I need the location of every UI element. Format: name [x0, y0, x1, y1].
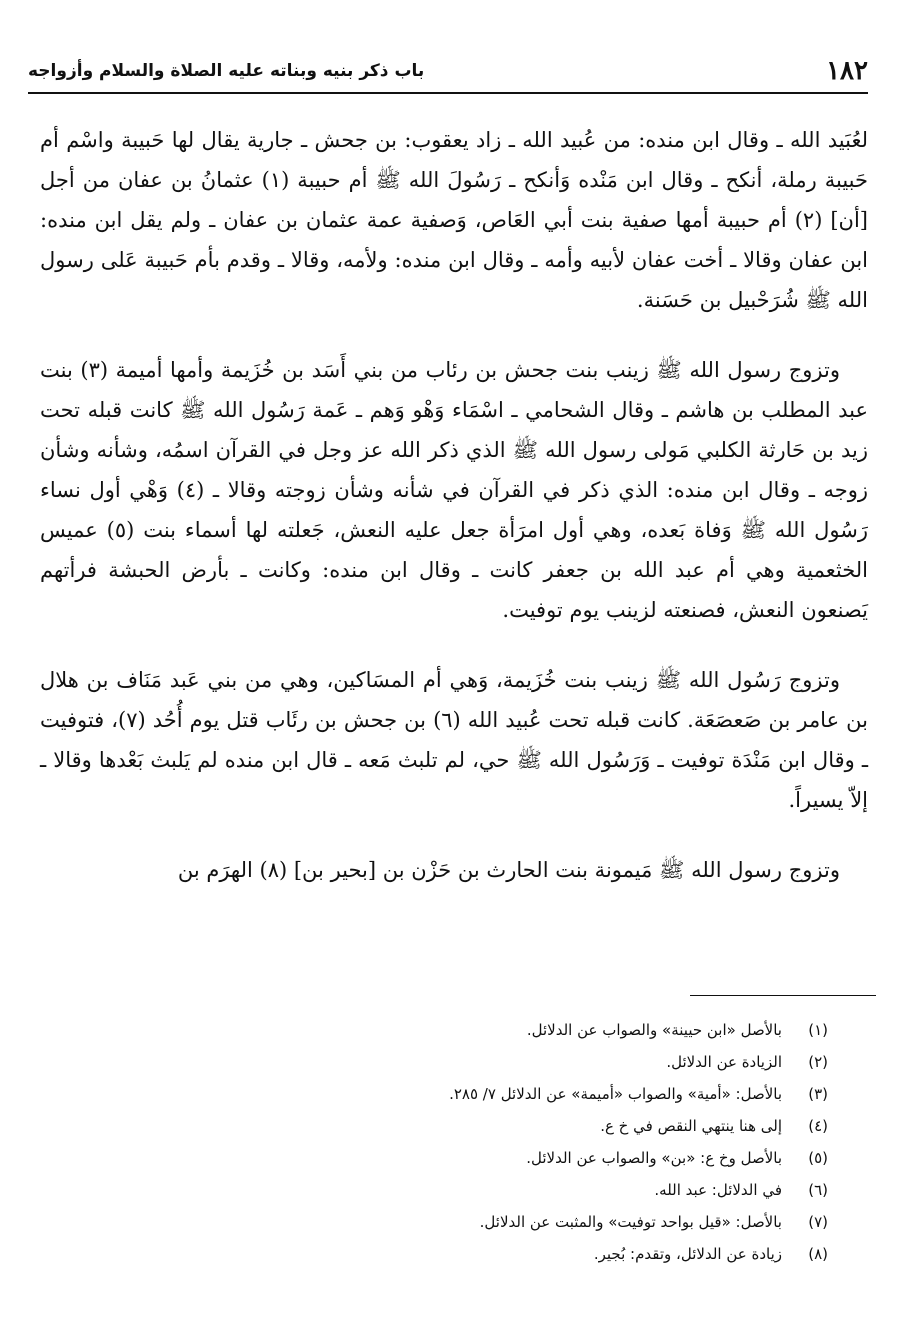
paragraph: وتزوج رَسُول الله ﷺ زينب بنت خُزَيمة، وَهي أم المسَاكين، وهي من بني عَبد مَنَاف بن هلال بن عامر بن صَعصَعَة. كانت قبله تحت عُبيد الله (٦) بن جحش بن رئَاب قتل يوم أُحُد (٧)، فتوفيت ـ وقال ابن مَنْدَة توفيت ـ وَرَسُول الله ﷺ حي، لم تلبث مَعه ـ قال ابن منده لم يَلبث بَعْدها وقالا ـ إلاّ يسيراً.: [40, 668, 868, 812]
paragraph: لعُبَيد الله ـ وقال ابن منده: من عُبيد الله ـ زاد يعقوب: بن جحش ـ جارية يقال لها حَبيبة واسْم أم حَبيبة رملة، أنكح ـ وقال ابن مَنْده وَأنكح ـ رَسُولَ الله ﷺ أم حبيبة (١) عثمانُ بن عفان من أجل [أن] (٢) أم حبيبة أمها صفية بنت أبي العَاص، وَصفية عمة عثمان بن عفان ـ ولم يقل ابن منده: ابن عفان وقالا ـ أخت عفان لأبيه وأمه ـ وقال ابن منده: ولأمه، وقالا ـ وقدم بأم حَبيبة عَلى رسول الله ﷺ شُرَحْبيل بن حَسَنة.: [40, 128, 869, 312]
footnote-text: بالأصل: «قيل بواحد توفيت» والمثبت عن الدلائل.: [479, 1213, 782, 1231]
footnote-item: [128, 1206, 828, 1238]
footnote-text: الزيادة عن الدلائل.: [666, 1053, 782, 1071]
footnote-item: [128, 1046, 828, 1078]
page-number: ١٨٢: [826, 56, 868, 86]
footnote-item: [128, 1078, 828, 1110]
footnote-divider: [690, 995, 876, 996]
footnote-number: (٦): [808, 1181, 828, 1199]
footnote-number: (٧): [808, 1213, 828, 1231]
footnote-text: بالأصل: «أمية» والصواب «أميمة» عن الدلائل ٧/ ٢٨٥.: [449, 1085, 782, 1103]
running-title: باب ذكر بنيه وبناته عليه الصلاة والسلام وأزواجه: [28, 61, 425, 81]
footnote-number: (٢): [808, 1053, 828, 1071]
footnote-item: [128, 1142, 828, 1174]
footnote-number: (٨): [808, 1245, 828, 1263]
footnote-item: [128, 1238, 828, 1270]
footnote-item: [128, 1014, 828, 1046]
footnote-number: (٣): [808, 1085, 828, 1103]
footnote-text: بالأصل «ابن حيينة» والصواب عن الدلائل.: [526, 1021, 782, 1039]
footnote-item: [128, 1110, 828, 1142]
paragraph: وتزوج رسول الله ﷺ مَيمونة بنت الحارث بن حَزْن بن [بحير بن] (٨) الهرَم بن: [177, 858, 840, 882]
footnote-text: زيادة عن الدلائل، وتقدم: بُجير.: [593, 1245, 782, 1263]
footnotes-list: [128, 1014, 828, 1270]
footnote-number: (١): [808, 1021, 828, 1039]
footnote-text: بالأصل وخ ع: «بن» والصواب عن الدلائل.: [526, 1149, 782, 1167]
footnote-text: إلى هنا ينتهي النقص في خ ع.: [600, 1117, 782, 1135]
paragraph: وتزوج رسول الله ﷺ زينب بنت جحش بن رئاب من بني أَسَد بن خُزَيمة وأمها أميمة (٣) بنت عبد المطلب بن هاشم ـ وقال الشحامي ـ اسْمَاء وَهْو وَهم ـ عَمة رَسُول الله ﷺ كانت قبله تحت زيد بن حَارثة الكلبي مَولى رسول الله ﷺ الذي ذكر الله عز وجل في القرآن اسمُه، وشأنه وشأن زوجه ـ وقال ابن منده: الذي ذكر في القرآن في شأنه وشأن زوجته وقالا ـ (٤) وَهْي أول نساء رَسُول الله ﷺ وَفاة بَعده، وهي أول امرَأة جعل عليه النعش، جَعلته لها أسماء بنت (٥) عميس الخثعمية وهي أم عبد الله بن جعفر كانت ـ وقال ابن منده: وكانت ـ بأرض الحبشة فرأتهم يَصنعون النعش، فصنعته لزينب يوم توفيت.: [40, 358, 868, 622]
footnote-number: (٤): [808, 1117, 828, 1135]
footnote-text: في الدلائل: عبد الله.: [654, 1181, 782, 1199]
footnote-number: (٥): [808, 1149, 828, 1167]
footnote-item: [128, 1174, 828, 1206]
page-header: [28, 50, 868, 94]
main-text: [40, 120, 868, 920]
